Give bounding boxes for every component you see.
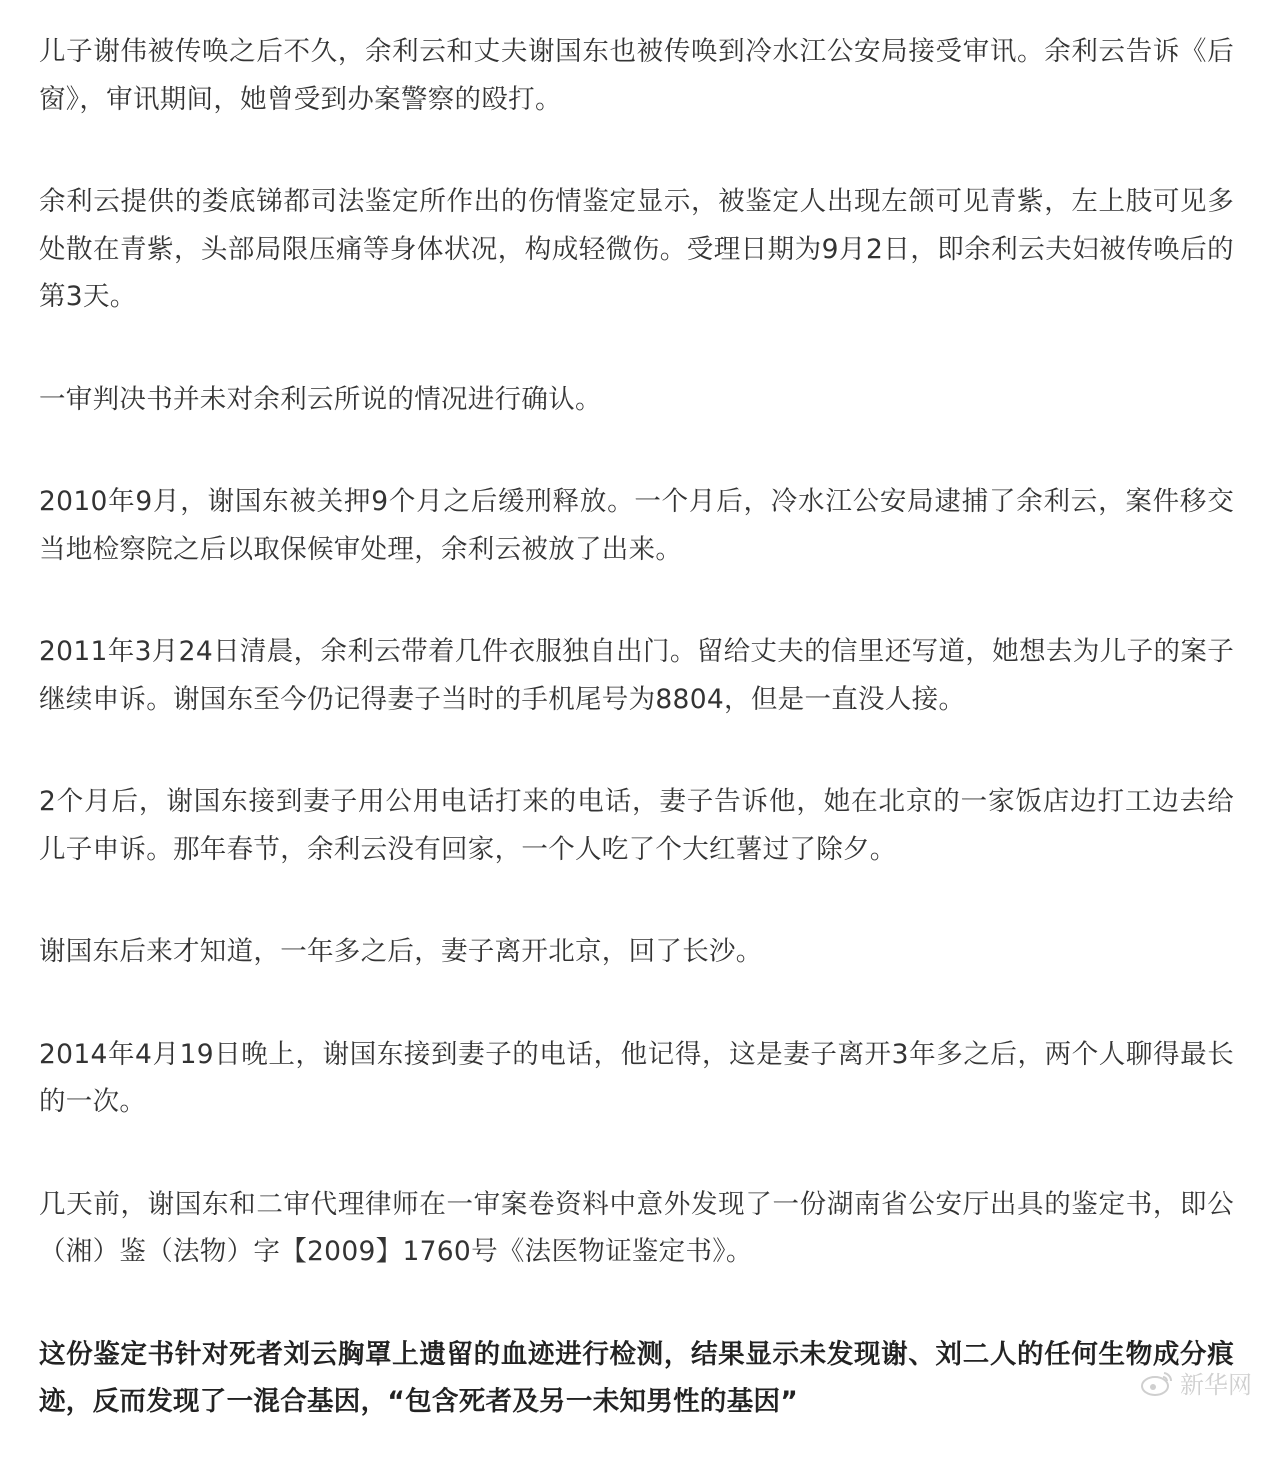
weibo-icon bbox=[1140, 1369, 1174, 1397]
paragraph-bold: 这份鉴定书针对死者刘云胸罩上遗留的血迹进行检测，结果显示未发现谢、刘二人的任何生物成分痕迹，反而发现了一混合基因，“包含死者及另一未知男性的基因” bbox=[39, 1338, 1234, 1417]
paragraph: 谢国东后来才知道，一年多之后，妻子离开北京，回了长沙。 bbox=[39, 936, 763, 967]
paragraph: 一审判决书并未对余利云所说的情况进行确认。 bbox=[39, 383, 602, 415]
paragraph: 儿子谢伟被传唤之后不久，余利云和丈夫谢国东也被传唤到冷水江公安局接受审讯。余利云告诉《后窗》，审讯期间，她曾受到办案警察的殴打。 bbox=[39, 36, 1234, 115]
paragraph: 2014年4月19日晚上，谢国东接到妻子的电话，他记得，这是妻子离开3年多之后，两个人聊得最长的一次。 bbox=[39, 1038, 1234, 1117]
paragraph: 余利云提供的娄底锑都司法鉴定所作出的伤情鉴定显示，被鉴定人出现左颌可见青紫，左上肢可见多处散在青紫，头部局限压痛等身体状况，构成轻微伤。受理日期为9月2日，即余利云夫妇被传唤后的第3天。 bbox=[39, 186, 1234, 312]
article-body bbox=[39, 28, 1234, 1481]
paragraph: 几天前，谢国东和二审代理律师在一审案卷资料中意外发现了一份湖南省公安厅出具的鉴定书，即公（湘）鉴（法物）字【2009】1760号《法医物证鉴定书》。 bbox=[39, 1188, 1234, 1267]
watermark-text: 新华网 bbox=[1180, 1371, 1252, 1399]
watermark bbox=[1140, 1365, 1252, 1400]
paragraph: 2011年3月24日清晨，余利云带着几件衣服独自出门。留给丈夫的信里还写道，她想去为儿子的案子继续申诉。谢国东至今仍记得妻子当时的手机尾号为8804，但是一直没人接。 bbox=[39, 636, 1234, 715]
paragraph: 2010年9月，谢国东被关押9个月之后缓刑释放。一个月后，冷水江公安局逮捕了余利云，案件移交当地检察院之后以取保候审处理，余利云被放了出来。 bbox=[39, 486, 1234, 565]
paragraph: 2个月后，谢国东接到妻子用公用电话打来的电话，妻子告诉他，她在北京的一家饭店边打工边去给儿子申诉。那年春节，余利云没有回家，一个人吃了个大红薯过了除夕。 bbox=[39, 786, 1234, 865]
